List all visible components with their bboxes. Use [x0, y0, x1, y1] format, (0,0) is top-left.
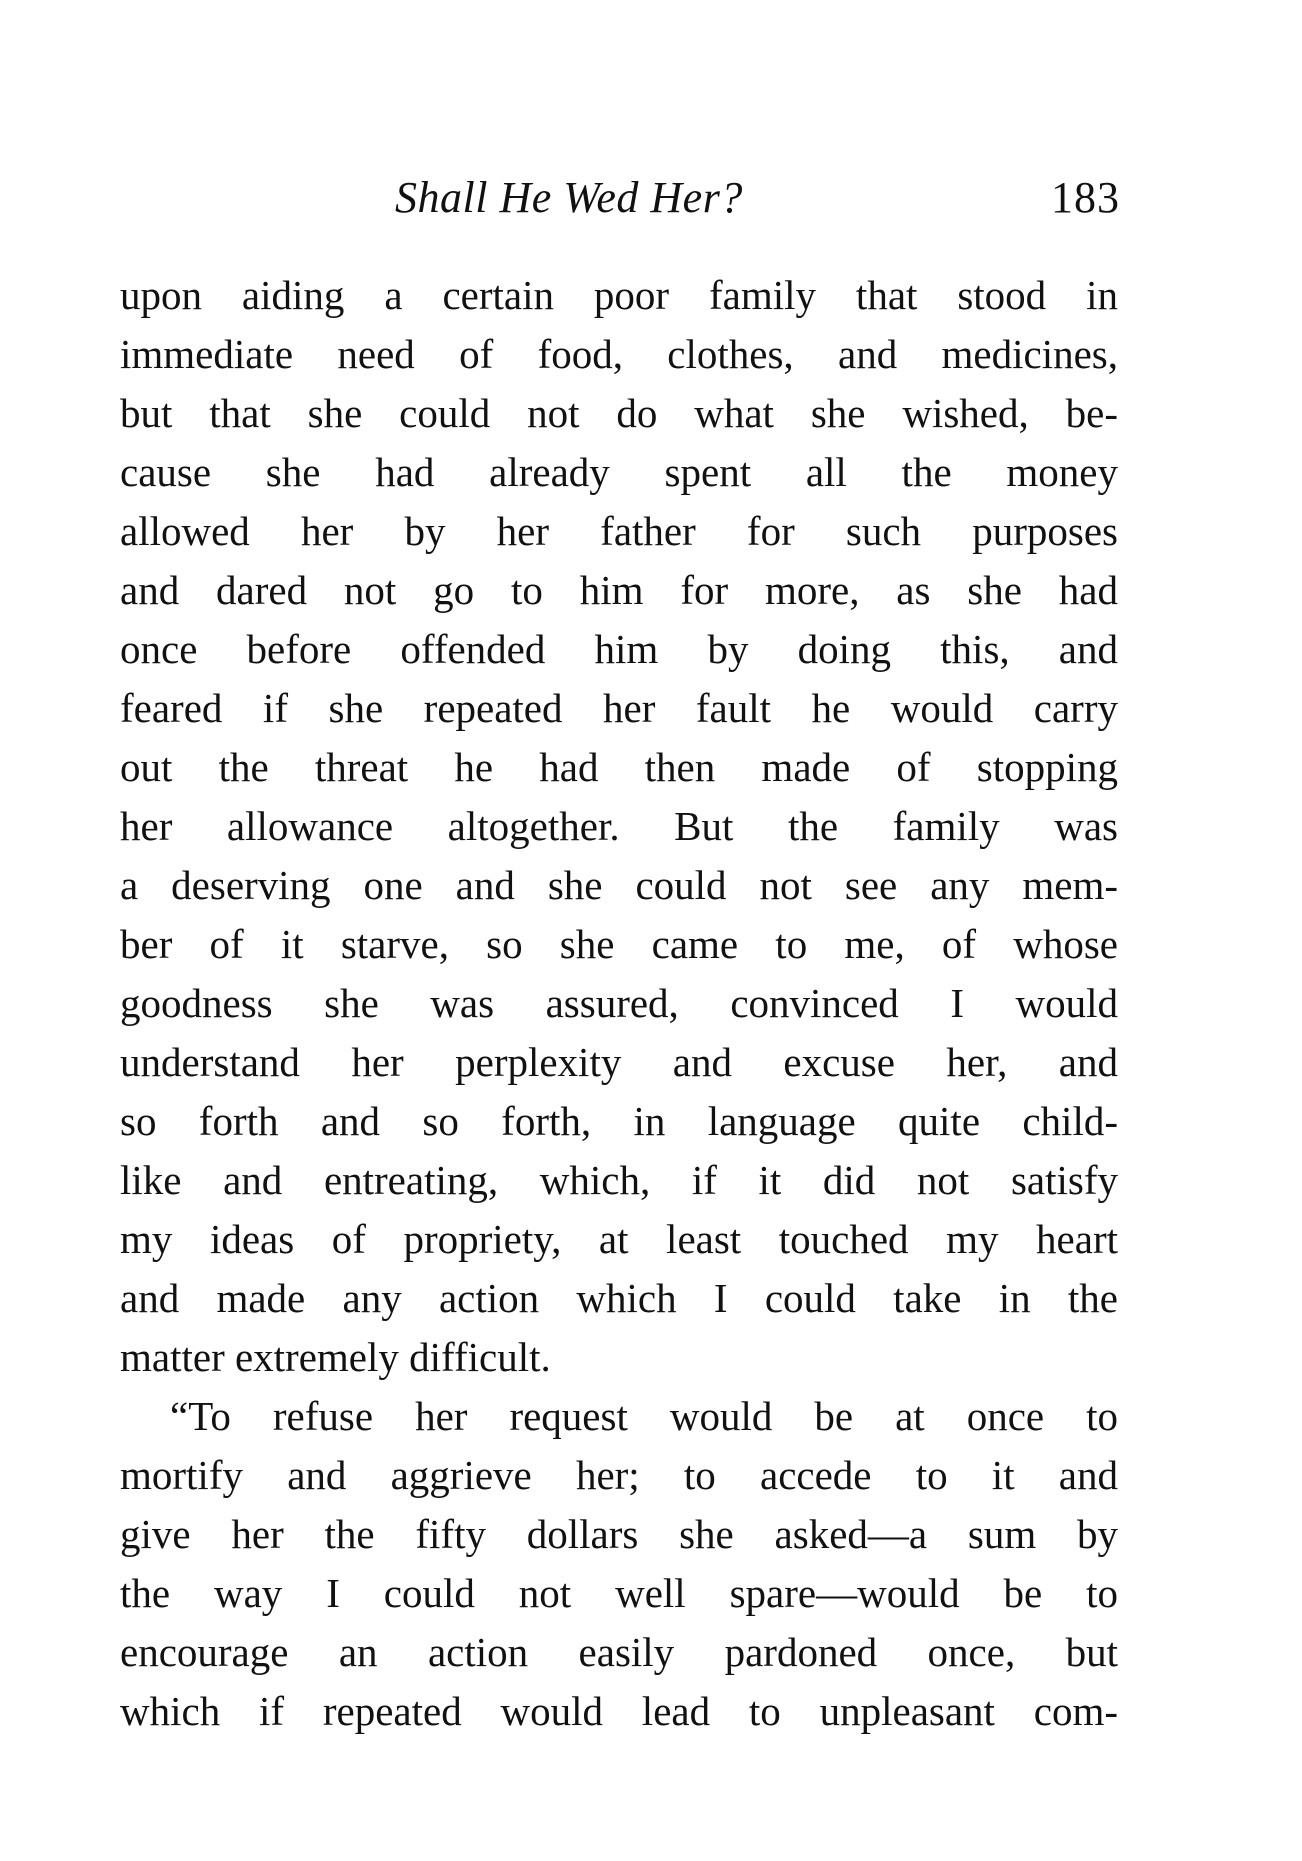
text-line: once before offended him by doing this, and	[120, 626, 1118, 672]
text-line: ber of it starve, so she came to me, of whose	[120, 921, 1118, 967]
text-line: encourage an action easily pardoned once, but	[120, 1629, 1118, 1675]
running-title: Shall He Wed Her?	[395, 173, 743, 222]
text-line: my ideas of propriety, at least touched my heart	[120, 1216, 1118, 1262]
text-line: her allowance altogether. But the family was	[120, 803, 1118, 849]
text-line: goodness she was assured, convinced I would	[120, 980, 1118, 1026]
text-line: but that she could not do what she wished, be-	[120, 390, 1118, 436]
text-line: so forth and so forth, in language quite child-	[120, 1098, 1118, 1144]
paragraph-end-line: matter extremely difficult.	[120, 1334, 551, 1380]
text-line: the way I could not well spare—would be to	[120, 1570, 1118, 1616]
text-line: like and entreating, which, if it did not satisfy	[120, 1157, 1118, 1203]
text-line: give her the fifty dollars she asked—a sum by	[120, 1511, 1118, 1557]
text-line: immediate need of food, clothes, and medicines,	[120, 331, 1118, 377]
text-line: which if repeated would lead to unpleasant com-	[120, 1688, 1118, 1734]
text-line: allowed her by her father for such purposes	[120, 508, 1118, 554]
text-line: out the threat he had then made of stopping	[120, 744, 1118, 790]
text-line: and dared not go to him for more, as she had	[120, 567, 1118, 613]
text-line: upon aiding a certain poor family that stood in	[120, 272, 1118, 318]
page-number: 183	[1051, 173, 1120, 222]
text-line: understand her perplexity and excuse her, and	[120, 1039, 1118, 1085]
text-line: a deserving one and she could not see any mem-	[120, 862, 1118, 908]
body-text	[120, 266, 1118, 1741]
text-line: and made any action which I could take in the	[120, 1275, 1118, 1321]
text-line: mortify and aggrieve her; to accede to it and	[120, 1452, 1118, 1498]
paragraph-start-line: “To refuse her request would be at once to	[170, 1393, 1118, 1439]
text-line: cause she had already spent all the money	[120, 449, 1118, 495]
text-line: feared if she repeated her fault he would carry	[120, 685, 1118, 731]
running-head	[120, 168, 1120, 228]
